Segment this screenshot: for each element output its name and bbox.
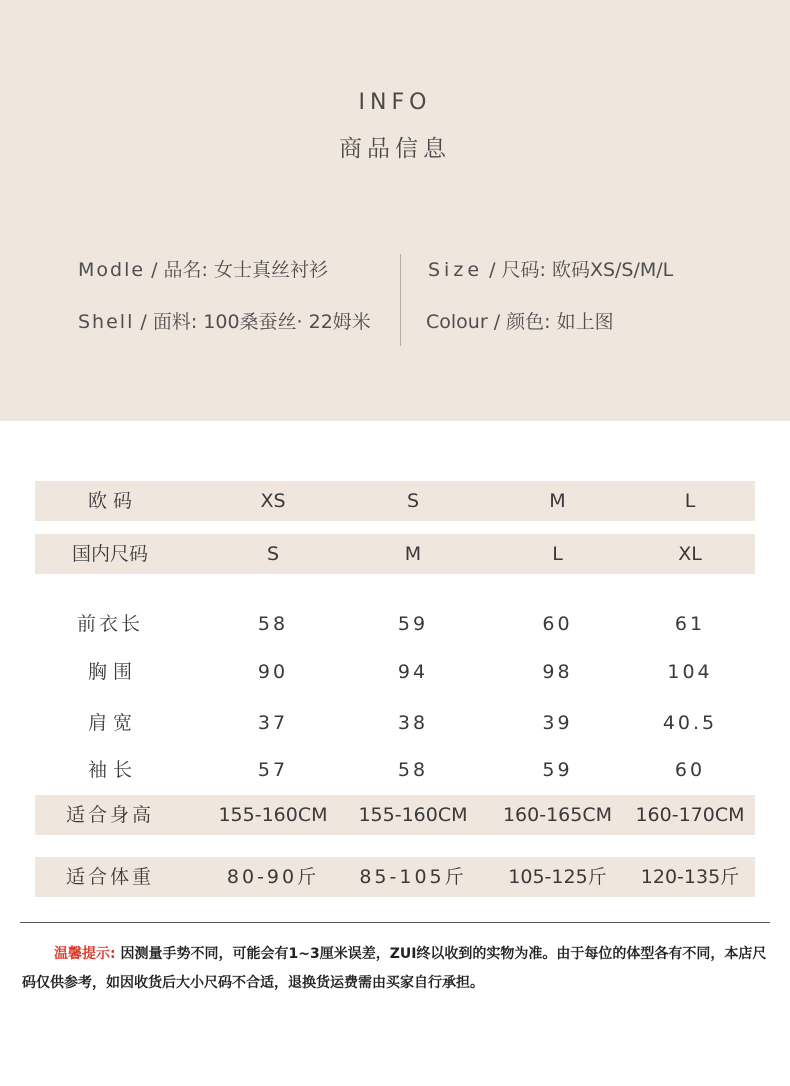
fit-weight-row [35,857,755,897]
spec-colour-en: Colour [426,311,488,333]
fit-cell: 160-170CM [635,804,745,826]
measure-cell: 98 [542,661,573,683]
fit-height-row [35,795,755,835]
spec-shell-value: / 面料: 100桑蚕丝· 22姆米 [140,311,371,333]
size-cell: XS [260,490,286,512]
info-title-en: INFO [358,90,432,115]
measure-cell: 40.5 [662,712,718,734]
notice-body: 因测量手势不同，可能会有1~3厘米误差，ZUI终以收到的实物为准。由于每位的体型各有不同，本店尺码仅供参考，如因收货后大小尺码不合适，退换货运费需由买家自行承担。 [22,946,767,991]
measure-cell: 60 [542,613,573,635]
measure-row-label: 胸 围 [87,661,133,683]
size-cell: S [266,543,280,565]
measure-cell: 58 [257,613,289,635]
fit-cell: 155-160CM [358,804,468,826]
size-cell: S [406,490,420,512]
size-row-label: 欧 码 [87,490,133,512]
size-row-label: 国内尺码 [71,543,148,565]
measure-row-label: 肩 宽 [87,712,133,734]
spec-shell [78,307,371,334]
size-cell: M [404,543,422,565]
fit-row-label: 适合体重 [65,866,154,888]
fit-cell: 80-90斤 [226,866,320,888]
info-title-cn: 商品信息 [339,136,451,162]
size-row-cn [35,534,755,574]
fit-cell: 105-125斤 [508,866,607,888]
header-banner [0,0,790,421]
spec-model [78,255,328,282]
notice-label: 温馨提示: [54,946,116,962]
spec-divider [400,254,401,346]
measure-row-shoulder [35,703,755,743]
measure-cell: 58 [397,759,429,781]
spec-size-en: Size [428,259,484,281]
fit-cell: 155-160CM [218,804,328,826]
spec-colour-value: / 颜色: 如上图 [493,311,614,333]
size-cell: L [552,543,563,565]
size-cell: M [549,490,566,512]
measure-cell: 90 [257,661,289,683]
measure-row-label: 前衣长 [76,613,143,635]
measure-cell: 59 [542,759,573,781]
size-row-eu [35,481,755,521]
measure-row-length [35,604,755,644]
spec-colour [426,307,614,334]
size-cell: L [684,490,696,512]
measure-cell: 39 [542,712,573,734]
measure-cell: 60 [674,759,706,781]
measure-cell: 57 [257,759,289,781]
spec-size [428,255,673,282]
spec-model-value: / 品名: 女士真丝衬衫 [151,259,328,281]
size-cell: XL [678,543,702,565]
measure-cell: 61 [674,613,706,635]
spec-size-value: / 尺码: 欧码XS/S/M/L [489,259,674,281]
notice-text [22,940,774,998]
spec-shell-en: Shell [78,311,135,333]
measure-row-chest [35,652,755,692]
fit-cell: 85-105斤 [359,866,467,888]
fit-cell: 120-135斤 [640,866,740,888]
measure-cell: 37 [257,712,289,734]
measure-cell: 38 [397,712,429,734]
measure-row-label: 袖 长 [87,759,133,781]
footer-divider [20,922,770,923]
measure-cell: 59 [397,613,429,635]
fit-row-label: 适合身高 [65,804,154,826]
measure-cell: 104 [667,661,713,683]
fit-cell: 160-165CM [502,804,613,826]
measure-row-sleeve [35,750,755,790]
measure-cell: 94 [397,661,429,683]
spec-model-en: Modle [78,259,146,281]
